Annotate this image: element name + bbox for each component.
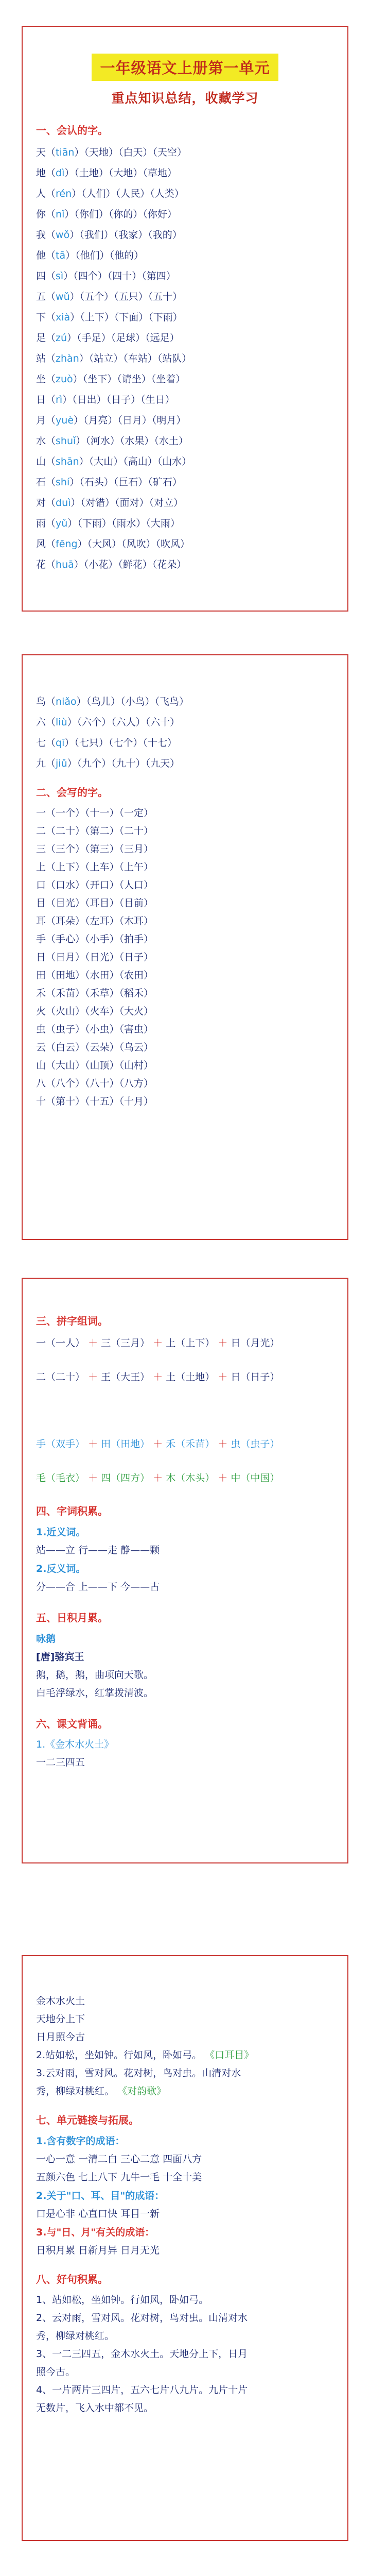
char-row: 天（tiān）（天地）（白天）（天空） (36, 147, 187, 158)
write-row: 耳（耳朵）（左耳）（木耳） (36, 916, 154, 927)
pinyin: jiǔ (56, 758, 67, 769)
char-row: 你（nǐ）（你们）（你的）（你好） (36, 209, 177, 220)
recite-line: 天地分上下 (36, 2013, 85, 2025)
write-row: 目（目光）（耳目）（目前） (36, 897, 154, 909)
char: 天 (36, 147, 46, 158)
char-row: 日（rì）（日出）（日子）（生日） (36, 394, 175, 405)
pinyin: wǔ (56, 291, 70, 302)
word-group: （我们）（我家）（我的） (79, 229, 182, 241)
pinyin: shí (56, 477, 70, 488)
combine-item: 木（木头） (166, 1472, 215, 1484)
char: 风 (36, 538, 46, 550)
char: 足 (36, 332, 46, 344)
char: 花 (36, 559, 46, 570)
write-row: 山（大山）（山顶）（山村） (36, 1060, 154, 1071)
word-group: （河水）（水果）（水土） (85, 435, 188, 447)
char-row: 鸟（niǎo）（鸟儿）（小鸟）（飞鸟） (36, 696, 189, 707)
char-row: 水（shuǐ）（河水）（水果）（水土） (36, 435, 188, 447)
char-row: 雨（yǔ）（下雨）（雨水）（大雨） (36, 518, 180, 529)
kou-er-idioms-label: 2.关于"口、耳、目"的成语： (36, 2190, 165, 2201)
good-sentence: 3、一二三四五，金木水火土。天地分上下，日月 (36, 2348, 248, 2360)
word-group: （鸟儿）（小鸟）（飞鸟） (86, 696, 189, 707)
char: 日 (36, 394, 46, 405)
char: 鸟 (36, 696, 46, 707)
char-row: 足（zú）（手足）（足球）（远足） (36, 332, 180, 344)
write-row: 三（三个）（第三）（三月） (36, 843, 154, 855)
combine-item: 四（四方） (101, 1472, 150, 1484)
write-row: 八（八个）（八十）（八方） (36, 1078, 154, 1089)
word-group: （大风）（风吹）（吹风） (87, 538, 190, 550)
write-row: 口（口水）（开口）（人口） (36, 879, 154, 891)
pinyin: rì (56, 394, 63, 405)
word-group: （五个）（五只）（五十） (79, 291, 183, 302)
word-group: （九个）（九十）（九天） (77, 758, 180, 769)
page-subtitle: 重点知识总结，收藏学习 (111, 91, 259, 106)
char: 七 (36, 737, 46, 749)
combine-item: 上（上下） (166, 1337, 215, 1349)
combine-item: 二（二十） (36, 1371, 85, 1383)
pinyin: niǎo (56, 696, 77, 707)
poem-title: 咏鹅 (36, 1633, 56, 1645)
char: 坐 (36, 374, 46, 385)
pinyin: nǐ (56, 209, 65, 220)
combine-item: 中（中国） (231, 1472, 280, 1484)
char: 雨 (36, 518, 46, 529)
pinyin: dì (56, 167, 65, 179)
recite-item-2 (36, 2046, 334, 2064)
good-sentence: 2、云对雨，雪对风。花对树，鸟对虫。山清对水 (36, 2312, 248, 2324)
card-section-4 (22, 1955, 348, 2541)
char: 站 (36, 353, 46, 364)
good-sentence: 秀，柳绿对桃红。 (36, 2330, 115, 2342)
char: 山 (36, 456, 46, 467)
combine-item: 禾（禾苗） (166, 1438, 215, 1450)
word-group: （小花）（鲜花）（花朵） (83, 559, 187, 570)
synonyms-label: 1.近义词。 (36, 1527, 86, 1538)
combine-row-3: 手（双手） ＋ 田（田地） ＋ 禾（禾苗） ＋ 虫（虫子） (36, 1438, 280, 1450)
pinyin: rén (56, 188, 72, 199)
char: 人 (36, 188, 46, 199)
combine-item: 王（大王） (101, 1371, 150, 1383)
section-heading-extend: 七、单元链接与拓展。 (36, 2114, 139, 2126)
char: 他 (36, 250, 46, 261)
word-group: （日出）（日子）（生日） (72, 394, 175, 405)
word-group: （你们）（你的）（你好） (74, 209, 177, 220)
pinyin: fēng (56, 538, 78, 550)
pinyin: zhàn (56, 353, 79, 364)
card-section-3 (22, 1278, 348, 1863)
char: 石 (36, 477, 46, 488)
write-row: 云（白云）（云朵）（乌云） (36, 1042, 154, 1053)
title-wrap (23, 54, 347, 81)
poem-author: [唐]骆宾王 (36, 1651, 84, 1663)
pinyin: yuè (56, 415, 74, 426)
char-row: 五（wǔ）（五个）（五只）（五十） (36, 291, 183, 302)
word-group: （大山）（高山）（山水） (89, 456, 192, 467)
kou-er-idioms-row: 口是心非 心直口快 耳目一新 (36, 2208, 160, 2219)
pinyin: shān (56, 456, 79, 467)
write-list (36, 804, 334, 1111)
pinyin: tiān (56, 147, 75, 158)
word-group: （对错）（面对）（对立） (80, 497, 183, 509)
char-row: 月（yuè）（月亮）（日月）（明月） (36, 415, 186, 426)
word-group: （天地）（白天）（天空） (84, 147, 187, 158)
combine-row-4: 毛（毛衣） ＋ 四（四方） ＋ 木（木头） ＋ 中（中国） (36, 1472, 280, 1484)
combine-item: 日（月光） (231, 1337, 280, 1349)
pinyin: yǔ (56, 518, 68, 529)
char-row: 石（shí）（石头）（巨石）（矿石） (36, 477, 182, 488)
char-row: 他（tā）（他们）（他的） (36, 250, 144, 261)
write-row: 日（日月）（日光）（日子） (36, 952, 154, 963)
recite-source: 《对韵歌》 (117, 2086, 167, 2097)
char: 水 (36, 435, 46, 447)
word-group: （六个）（六人）（六十） (77, 717, 180, 728)
word-group: （土地）（大地）（草地） (74, 167, 177, 179)
char-row: 我（wǒ）（我们）（我家）（我的） (36, 229, 182, 241)
recite-line: 金木水火土 (36, 1995, 85, 2007)
number-idioms-row: 一心一意 一清二白 三心二意 四面八方 (36, 2154, 202, 2165)
char-row: 六（liù）（六个）（六人）（六十） (36, 717, 180, 728)
char-row: 下（xià）（上下）（下面）（下雨） (36, 312, 183, 323)
char: 对 (36, 497, 46, 509)
good-sentence: 1、站如松，坐如钟。行如风，卧如弓。 (36, 2294, 209, 2306)
recite-line: 日月照今古 (36, 2031, 85, 2043)
char-row: 七（qī）（七只）（七个）（十七） (36, 737, 177, 749)
card-section-2 (22, 654, 348, 1240)
pinyin: qī (56, 737, 65, 749)
antonyms-label: 2.反义词。 (36, 1563, 86, 1574)
word-group: （人们）（人民）（人类） (81, 188, 184, 199)
write-row: 虫（虫子）（小虫）（害虫） (36, 1024, 154, 1035)
char: 五 (36, 291, 46, 302)
word-group: （手足）（足球）（远足） (77, 332, 180, 344)
write-row: 一（一个）（十一）（一定） (36, 807, 154, 819)
write-row: 上（上下）（上车）（上午） (36, 861, 154, 873)
char-row: 风（fēng）（大风）（风吹）（吹风） (36, 538, 190, 550)
word-group: （月亮）（日月）（明月） (83, 415, 186, 426)
word-group: （坐下）（请坐）（坐着） (82, 374, 186, 385)
char: 九 (36, 758, 46, 769)
pinyin: liù (56, 717, 67, 728)
pinyin: tā (56, 250, 66, 261)
char-row: 山（shān）（大山）（高山）（山水） (36, 456, 192, 467)
char: 六 (36, 717, 46, 728)
combine-item: 三（三月） (101, 1337, 150, 1349)
recite-source: 《口耳目》 (205, 2049, 254, 2061)
recite-text: 秀，柳绿对桃红。 (36, 2086, 115, 2097)
recite-item-3: 3.云对雨，雪对风。花对树，鸟对虫。山清对水 (36, 2067, 241, 2079)
pinyin: zuò (56, 374, 73, 385)
combine-row-1: 一（一人） ＋ 三（三月） ＋ 上（上下） ＋ 日（月光） (36, 1337, 280, 1349)
poem-line-2: 白毛浮绿水，红掌拨清波。 (36, 1687, 154, 1699)
char: 下 (36, 312, 46, 323)
char-row: 四（sì）（四个）（四十）（第四） (36, 270, 176, 282)
poem-line-1: 鹅，鹅，鹅，曲项向天歌。 (36, 1669, 154, 1681)
char: 月 (36, 415, 46, 426)
card-section-1 (22, 26, 348, 612)
write-row: 田（田地）（水田）（农田） (36, 970, 154, 981)
word-group: （他们）（他的） (75, 250, 144, 261)
char-row: 九（jiǔ）（九个）（九十）（九天） (36, 758, 180, 769)
pinyin: shuǐ (56, 435, 76, 447)
write-row: 十（第十）（十五）（十月） (36, 1096, 154, 1107)
recite-title: 1.《金木水火土》 (36, 1739, 114, 1750)
combine-item: 田（田地） (101, 1438, 150, 1450)
page-title: 一年级语文上册第一单元 (92, 54, 278, 81)
char-row: 站（zhàn）（站立）（车站）（站队） (36, 353, 192, 364)
char-row: 花（huā）（小花）（鲜花）（花朵） (36, 559, 187, 570)
antonyms-line: 分——合 上——下 今——古 (36, 1581, 160, 1592)
section-heading-write: 二、会写的字。 (36, 786, 108, 799)
good-sentence: 4、一片两片三四片，五六七片八九片。九片十片 (36, 2384, 248, 2396)
write-row: 火（火山）（火车）（大火） (36, 1006, 154, 1017)
char-row: 对（duì）（对错）（面对）（对立） (36, 497, 183, 509)
pinyin: huā (56, 559, 74, 570)
recite-text: 2.站如松，坐如钟。行如风，卧如弓。 (36, 2049, 202, 2061)
synonyms-line: 站——立 行——走 静——颗 (36, 1545, 160, 1556)
write-row: 二（二十）（第二）（二十） (36, 825, 154, 837)
word-group: （站立）（车站）（站队） (89, 353, 192, 364)
pinyin: sì (56, 270, 64, 282)
word-group: （下雨）（雨水）（大雨） (77, 518, 180, 529)
pinyin: xià (56, 312, 71, 323)
number-idioms-row: 五颜六色 七上八下 九牛一毛 十全十美 (36, 2172, 202, 2183)
recite-item-3-cont (36, 2082, 334, 2100)
write-row: 手（手心）（小手）（拍手） (36, 934, 154, 945)
recite-line: 一二三四五 (36, 1757, 85, 1768)
word-group: （上下）（下面）（下雨） (80, 312, 183, 323)
section-heading-combine: 三、拼字组词。 (36, 1315, 108, 1327)
pinyin: duì (56, 497, 71, 509)
char-row: 坐（zuò）（坐下）（请坐）（坐着） (36, 374, 186, 385)
recognize-list-continued (36, 691, 334, 774)
section-heading-accumulate: 五、日积月累。 (36, 1612, 108, 1624)
char: 你 (36, 209, 46, 220)
combine-item: 土（土地） (166, 1371, 215, 1383)
word-group: （石头）（巨石）（矿石） (79, 477, 182, 488)
section-heading-sentences: 八、好句积累。 (36, 2273, 108, 2285)
pinyin: wǒ (56, 229, 70, 241)
section-heading-recognize: 一、会认的字。 (36, 124, 108, 137)
combine-row-2: 二（二十） ＋ 王（大王） ＋ 土（土地） ＋ 日（日子） (36, 1371, 280, 1383)
char-row: 人（rén）（人们）（人民）（人类） (36, 188, 184, 199)
combine-item: 日（日子） (231, 1371, 280, 1383)
word-group: （四个）（四十）（第四） (73, 270, 176, 282)
recognize-list (36, 142, 334, 575)
number-idioms-label: 1.含有数字的成语： (36, 2136, 125, 2147)
good-sentence: 无数片，飞入水中都不见。 (36, 2402, 154, 2414)
combine-item: 毛（毛衣） (36, 1472, 85, 1484)
combine-item: 手（双手） (36, 1438, 85, 1450)
section-heading-recite: 六、课文背诵。 (36, 1718, 108, 1730)
ri-yue-idioms-label: 3.与"日、月"有关的成语： (36, 2227, 155, 2238)
char-row: 地（dì）（土地）（大地）（草地） (36, 167, 177, 179)
word-group: （七只）（七个）（十七） (74, 737, 177, 749)
section-heading-vocab: 四、字词积累。 (36, 1505, 108, 1517)
combine-item: 虫（虫子） (231, 1438, 280, 1450)
ri-yue-idioms-row: 日积月累 日新月异 日月无光 (36, 2245, 160, 2256)
combine-item: 一（一人） (36, 1337, 85, 1349)
char: 地 (36, 167, 46, 179)
write-row: 禾（禾苗）（禾草）（稻禾） (36, 988, 154, 999)
char: 我 (36, 229, 46, 241)
pinyin: zú (56, 332, 67, 344)
char: 四 (36, 270, 46, 282)
good-sentence: 照今古。 (36, 2366, 76, 2378)
